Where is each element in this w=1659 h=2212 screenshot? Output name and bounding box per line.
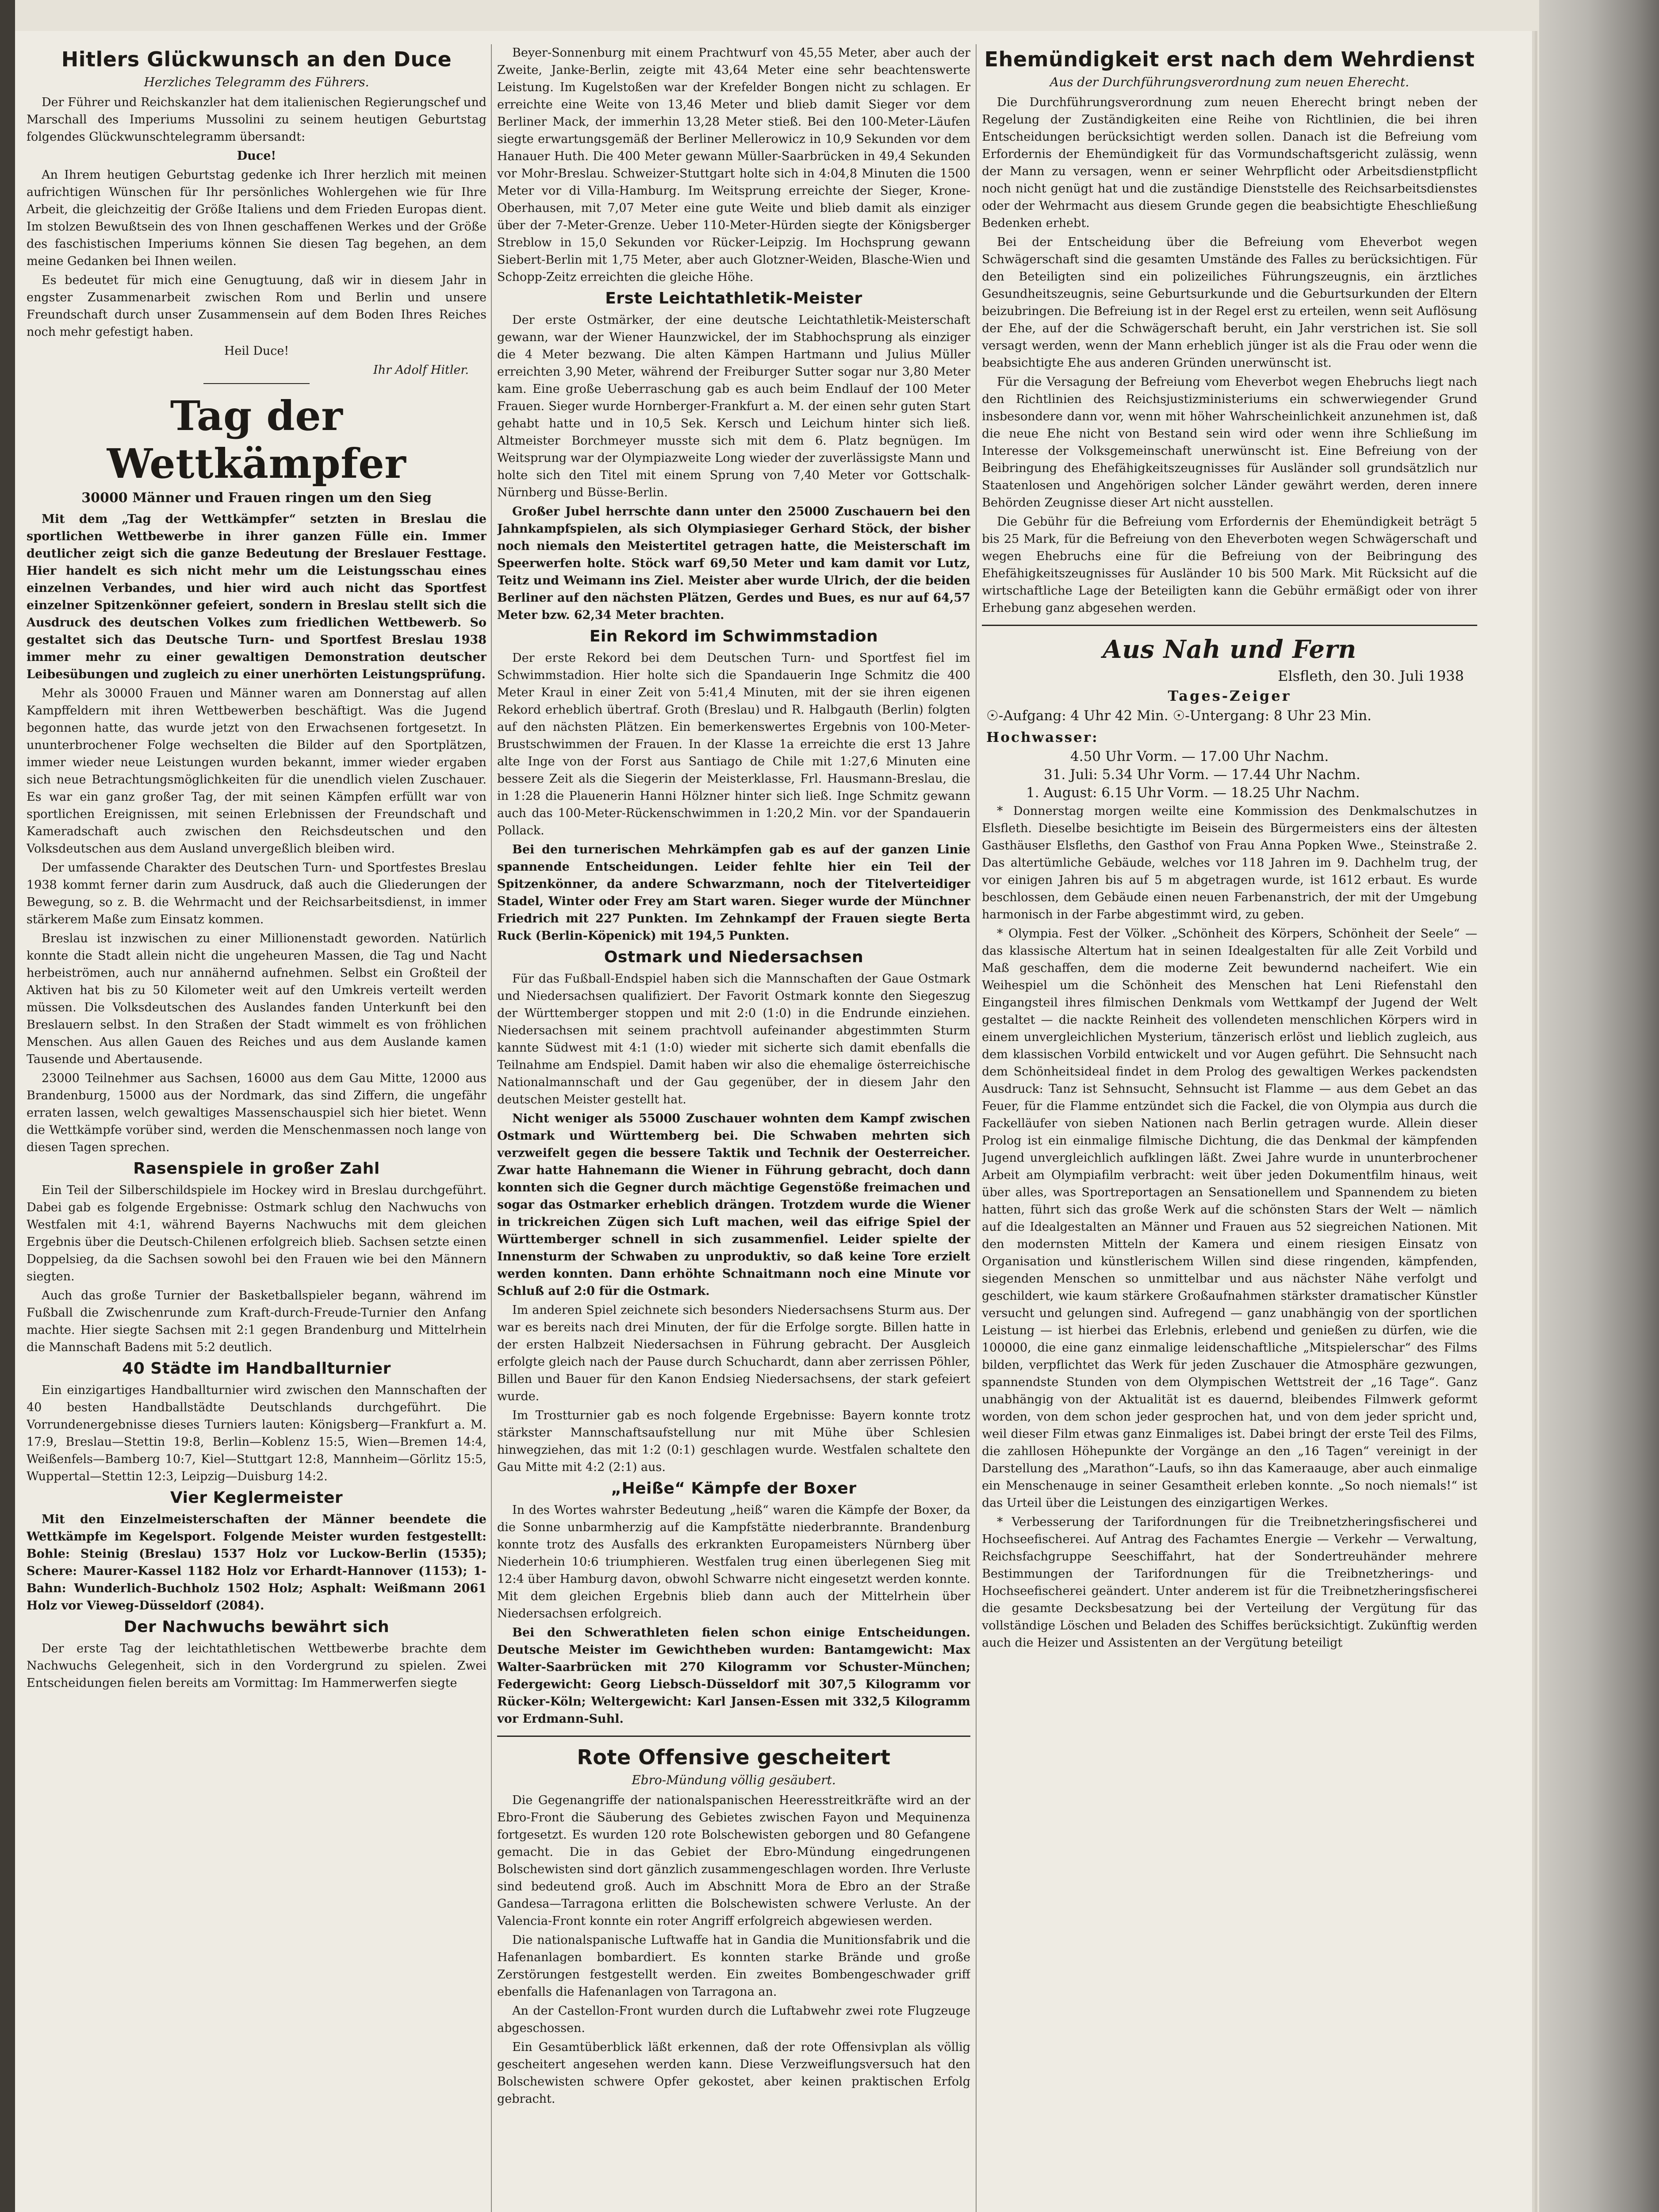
paragraph: Die Gegenangriffe der nationalspanischen Heeresstreitkräfte wird an der Ebro-Front die Säuberung des Gebietes zwischen Fayon und Mequinenza fortgesetzt. Es wurden 120 rote Bolschewisten geborgen und 80 Gefangene gemacht. Die in das Gebiet der Ebro-Mündung eingedrungenen Bolschewisten sind dort gänzlich zusammengeschlagen worden. Ihre Verluste sind bedeutend groß. Auch im Abschnitt Mora de Ebro an der Straße Gandesa—Tarragona erlitten die Bolschewisten schwere Verluste. An der Valencia-Front konnte ein roter Angriff erfolgreich abgewiesen werden. bbox=[497, 1793, 970, 1928]
paragraph: Im Trostturnier gab es noch folgende Ergebnisse: Bayern konnte trotz stärkster Mannschaftsaufstellung nur mit Mühe über Schlesien hinwegziehen, das mit 1:2 (0:1) geschlagen wurde. Westfalen schaltete den Gau Mitte mit 4:2 (2:1) aus. bbox=[497, 1409, 970, 1474]
paragraph: Bei den turnerischen Mehrkämpfen gab es auf der ganzen Linie spannende Entscheidungen. Leider fehlte hier ein Teil der Spitzenkönner, da andere Schwarzmann, noch der Titelverteidiger Stadel, Winter oder Frey am Start waren. Sieger wurde der Münchner Friedrich mit 227 Punkten. Im Zehnkampf der Frauen siegte Berta Ruck (Berlin-Köpenick) mit 194,5 Punkten. bbox=[497, 843, 970, 943]
hochwasser-title: Hochwasser: bbox=[986, 730, 1099, 745]
section-heading-aus-nah-und-fern: Aus Nah und Fern bbox=[1103, 635, 1356, 664]
paragraph: Beyer-Sonnenburg mit einem Prachtwurf von 45,55 Meter, aber auch der Zweite, Janke-Berlin, zeigte mit 43,64 Meter eine sehr beachtenswerte Leistung. Im Kugelstoßen war der Krefelder Bongen nicht zu schlagen. Er erreichte eine Weite von 13,46 Meter und blieb damit Sieger vor dem Berliner Mack, der immerhin 13,28 Meter stieß. Bei den 100-Meter-Läufen siegte erwartungsgemäß der Berliner Mellerowicz in 10,9 Sekunden vor dem Hanauer Huth. Die 400 Meter gewann Müller-Saarbrücken in 49,4 Sekunden vor Mohr-Breslau. Schweizer-Stuttgart holte sich in 4:04,8 Minuten die 1500 Meter vor di Villa-Hamburg. Im Weitsprung erreichte der Sieger, Krone-Oberhausen, mit 7,07 Meter eine gute Weite und blieb damit als einziger über der 7-Meter-Grenze. Ueber 110-Meter-Hürden siegte der Königsberger Streblow in 15,0 Sekunden vor Rücker-Leipzig. Im Hochsprung gewann Siebert-Berlin mit 1,75 Meter, aber auch Glotzner-Weiden, Blasche-Wien und Schopp-Zeitz erreichten die gleiche Höhe. bbox=[497, 46, 970, 284]
column-middle bbox=[497, 44, 970, 2109]
subheadline: Aus der Durchführungsverordnung zum neuen Eherecht. bbox=[1050, 75, 1410, 89]
headline-ostmark-niedersachsen: Ostmark und Niedersachsen bbox=[604, 948, 864, 966]
paragraph: * Donnerstag morgen weilte eine Kommission des Denkmalschutzes in Elsfleth. Dieselbe besichtigte im Beisein des Bürgermeisters eins der ältesten Gasthäuser Elsfleths, den Gasthof von Frau Anna Popken Wwe., Steinstraße 2. Das altertümliche Gebäude, welches vor 118 Jahren im 9. Dachhelm trug, der vor einigen Jahren bis auf 5 m abgetragen wurde, ist 1612 erbaut. Es wurde beschlossen, dem Gebäude einen neuen Farbenanstrich, der mit der Umgebung harmonisch in der Farbe abgestimmt wird, zu geben. bbox=[982, 804, 1477, 922]
divider bbox=[203, 383, 310, 384]
paragraph: An Ihrem heutigen Geburtstag gedenke ich Ihrer herzlich mit meinen aufrichtigen Wünschen für Ihr persönliches Wohlergehen wie für Ihre Arbeit, die gleichzeitig der Größe Italiens und dem Frieden Europas dient. Im stolzen Bewußtsein des von Ihnen geschaffenen Werkes und der Größe des faschistischen Imperiums können Sie diesen Tag begehen, an dem meine Gedanken bei Ihnen weilen. bbox=[27, 168, 487, 268]
paragraph: Breslau ist inzwischen zu einer Millionenstadt geworden. Natürlich konnte die Stadt allein nicht die ungeheuren Massen, die Tag und Nacht herbeiströmen, auch nur annähernd aufnehmen. Selbst ein Großteil der Aktiven hat bis zu 50 Kilometer weit auf den Umkreis verteilt werden müssen. Die Volksdeutschen des Auslandes fanden Unterkunft bei den Breslauern selbst. In den Straßen der Stadt wimmelt es von fröhlichen Menschen. Aus allen Gauen des Reiches und aus dem Auslande kamen Tausende und Abertausende. bbox=[27, 932, 487, 1066]
signature-line: Ihr Adolf Hitler. bbox=[373, 363, 469, 377]
subheadline: Ebro-Mündung völlig gesäubert. bbox=[632, 1773, 836, 1787]
paragraph: Nicht weniger als 55000 Zuschauer wohnten dem Kampf zwischen Ostmark und Württemberg bei. Die Schwaben mehrten sich verzweifelt gegen die bessere Taktik und Technik der Oesterreicher. Zwar hatte Hahnemann die Wiener in Führung gebracht, doch dann konnten sich die Gegner durch mächtige Gegenstöße freimachen und sogar das Ostmarker erheblich drängen. Trotzdem wurde die Wiener in trickreichen Zügen sich Luft machen, weil das eifrige Spiel der Württemberger schnell in sich zusammenfiel. Leider spielte der Innensturm der Schwaben zu unproduktiv, so daß keine Tore erzielt werden konnten. Dann erhöhte Schnaitmann noch eine Minute vor Schluß auf 2:0 für die Ostmark. bbox=[497, 1112, 970, 1298]
headline-heisse-kaempfe-boxer: „Heiße“ Kämpfe der Boxer bbox=[611, 1479, 857, 1498]
paragraph: Der erste Tag der leichtathletischen Wettbewerbe brachte dem Nachwuchs Gelegenheit, sich in den Vordergrund zu spielen. Zwei Entscheidungen fielen bereits am Vormittag: Im Hammerwerfen siegte bbox=[27, 1642, 487, 1690]
closing: Heil Duce! bbox=[224, 344, 289, 358]
lead-paragraph: Mit dem „Tag der Wettkämpfer“ setzten in Breslau die sportlichen Wettbewerbe in ihrer ganzen Fülle ein. Immer deutlicher zeigt sich die ganze Bedeutung der Breslauer Festtage. Hier handelt es sich nicht mehr um die Leistungsschau eines einzelnen Verbandes, und hier wird auch nicht das Sportfest einzelner Spitzenkönner gefeiert, sondern in Breslau stellt sich die Ausdruck des deutschen Volkes zum friedlichen Wettbewerb. So gestaltet sich das Deutsche Turn- und Sportfest Breslau 1938 immer mehr zu einer gewaltigen Demonstration deutscher Leibesübungen und zugleich zu einer unerhörten Leistungsprüfung. bbox=[27, 512, 487, 681]
paragraph: * Verbesserung der Tarifordnungen für die Treibnetzheringsfischerei und Hochseefischerei. Auf Antrag des Fachamtes Energie — Verkehr — Verwaltung, Reichsfachgruppe Seeschiffahrt, hat der Sondertreuhänder mehrere Bestimmungen der Tarifordnungen für die Treibnetzherings- und Hochseefischerei geändert. Unter anderem ist für die Treibnetzheringsfischerei die gesamte Decksbesatzung bei der Verteilung der Vergütung für das vollständige Löschen und Beladen des Schiffes berücksichtigt. Zukünftig werden auch die Heizer und Assistenten an der Vergütung beteiligt bbox=[982, 1515, 1477, 1650]
column-divider bbox=[491, 44, 492, 2212]
newspaper-page bbox=[15, 31, 1532, 2212]
column-right bbox=[982, 44, 1477, 1653]
paragraph: Mehr als 30000 Frauen und Männer waren am Donnerstag auf allen Kampffeldern mit ihren Wettbewerben beschäftigt. Was die Jugend begonnen hatte, das wurde jetzt von den Erwachsenen fortgesetzt. In ununterbrochener Folge wechselten die Bilder auf den Sportplätzen, immer wieder neue Leistungen wurden bekannt, immer wieder ergaben sich neue Betrachtungsmöglichkeiten für die unendlich vielen Zuschauer. Es war ein ganz großer Tag, der mit seinen Kämpfen erfüllt war von sportlichen Ereignissen, mit seinen Erlebnissen der Freundschaft und Kameradschaft auch zwischen den Reichsdeutschen und den Volksdeutschen aus dem Ausland unvergeßlich bleiben wird. bbox=[27, 687, 487, 856]
headline-vier-keglermeister: Vier Keglermeister bbox=[170, 1489, 343, 1507]
headline-rasenspiele: Rasenspiele in großer Zahl bbox=[133, 1160, 380, 1178]
salutation: Duce! bbox=[237, 149, 276, 163]
paragraph: Für die Versagung der Befreiung vom Eheverbot wegen Ehebruchs liegt nach den Richtlinien des Reichsjustizministeriums ein schwerwiegender Grund insbesondere dann vor, wenn mit höher Wahrscheinlichkeit anzunehmen ist, daß die neue Ehe nicht von Bestand sein wird oder wenn ihre Schließung im Interesse der Volksgemeinschaft unerwünscht ist. Eine Befreiung von der Beibringung des Ehefähigkeitszeugnisses für Ausländer soll grundsätzlich nur Staatenlosen und Angehörigen solcher Länder gewährt werden, deren innere Behörden Zeugnisse dieser Art nicht ausstellen. bbox=[982, 375, 1477, 510]
headline-rote-offensive: Rote Offensive gescheitert bbox=[577, 1745, 891, 1769]
paragraph: Die nationalspanische Luftwaffe hat in Gandia die Munitionsfabrik und die Hafenanlagen bombardiert. Es konnten starke Brände und große Zerstörungen festgestellt werden. Ein zweites Bombengeschwader griff ebenfalls die Hafenanlagen von Tarragona an. bbox=[497, 1933, 970, 1999]
dateline: Elsfleth, den 30. Juli 1938 bbox=[1278, 668, 1464, 684]
sun-times: ☉-Aufgang: 4 Uhr 42 Min. ☉-Untergang: 8 Uhr 23 Min. bbox=[986, 708, 1372, 724]
paragraph: Ein Gesamtüberblick läßt erkennen, daß der rote Offensivplan als völlig gescheitert angesehen werden kann. Diese Verzweiflungsversuch hat den Bolschewisten schwere Opfer gekostet, aber keinen praktischen Erfolg gebracht. bbox=[497, 2040, 970, 2106]
paragraph: 23000 Teilnehmer aus Sachsen, 16000 aus dem Gau Mitte, 12000 aus Brandenburg, 15000 aus der Nordmark, das sind Ziffern, die ungefähr erraten lassen, welch gewaltiges Massenschauspiel sich hier bietet. Wenn die Wettkämpfe vorüber sind, werden die Menschenmassen noch lange von diesen Tagen sprechen. bbox=[27, 1071, 487, 1154]
headline-nachwuchs: Der Nachwuchs bewährt sich bbox=[123, 1618, 390, 1636]
paragraph: Auch das große Turnier der Basketballspieler begann, während im Fußball die Zwischenrunde zum Kraft-durch-Freude-Turnier den Anfang machte. Hier siegte Sachsen mit 2:1 gegen Brandenburg und Mittelrhein die Mannschaft Badens mit 5:2 deutlich. bbox=[27, 1289, 487, 1354]
tide-time: 4.50 Uhr Vorm. — 17.00 Uhr Nachm. bbox=[1070, 749, 1329, 764]
book-binding-edge bbox=[1539, 0, 1659, 2212]
paragraph: Der erste Ostmärker, der eine deutsche Leichtathletik-Meisterschaft gewann, war der Wiener Haunzwickel, der im Stabhochsprung als einziger die 4 Meter bezwang. Die alten Kämpen Hartmann und Julius Müller erreichten 3,90 Meter, während der Freiburger Sutter sogar nur 3,80 Meter kam. Eine große Ueberraschung gab es auch beim Endlauf der 100 Meter Frauen. Sieger wurde Hornberger-Frankfurt a. M. der einen sehr guten Start gehabt hatte und in 10,5 Sek. Kersch und Leichum hinter sich ließ. Altmeister Borchmeyer musste sich mit dem 6. Platz begnügen. Im Weitsprung war der Olympiazweite Long wieder der zuverlässigste Mann und holte sich den Titel mit einem Sprung von 7,40 Meter vor Gottschalk-Nürnberg und Büsse-Berlin. bbox=[497, 313, 970, 499]
paragraph: An der Castellon-Front wurden durch die Luftabwehr zwei rote Flugzeuge abgeschossen. bbox=[497, 2004, 970, 2035]
paragraph: Ein einzigartiges Handballturnier wird zwischen den Mannschaften der 40 besten Handballstädte Deutschlands durchgeführt. Die Vorrundenergebnisse dieses Turniers lauten: Königsberg—Frankfurt a. M. 17:9, Breslau—Stettin 19:8, Berlin—Koblenz 15:5, Wien—Bremen 14:4, Weißenfels—Bamberg 10:7, Kiel—Stuttgart 12:8, Mannheim—Görlitz 15:5, Wuppertal—Stettin 12:3, Leipzig—Duisburg 14:2. bbox=[27, 1383, 487, 1483]
paragraph: * Olympia. Fest der Völker. „Schönheit des Körpers, Schönheit der Seele“ — das klassische Altertum hat in seinen Idealgestalten für alle Zeit Vorbild und Maß geschaffen, dem die moderne Zeit bewundernd nacheifert. Wie ein Weihespiel um die Schönheit des Menschen hat Leni Riefenstahl den Eingangsteil ihres filmischen Denkmals vom Wettkampf der Jugend der Welt gestaltet — die nackte Reinheit des vollendeten menschlichen Körpers wird in einem unvergleichlichen Mysterium, tänzerisch erlöst und lieblich zugleich, aus dem klassischen Vorbild entwickelt und vor Augen geführt. Die Sehnsucht nach dem Schönheitsideal findet in dem Prolog des gewaltigen Werkes packendsten Ausdruck: Tanz ist Sehnsucht, Sehnsucht ist Flamme — aus dem Gebet an das Feuer, für die Flamme entzündet sich die Fackel, die von Olympia aus durch die Fackelläufer von sieben Nationen nach Berlin getragen wurde. Allein dieser Prolog ist ein einmalige filmische Dichtung, die das Denkmal der kämpfenden Jugend unvergleichlich aufklingen läßt. Zwei Jahre wurde in ununterbrochener Arbeit am Olympiafilm verbracht: weit über jeden Dokumentfilm hinaus, weit über alles, was Sportreportagen an Sensationellem und Spannendem zu bieten hatten, führt sich das große Werk auf die schönsten Stars der Welt — nämlich auf die Idealgestalten an Männer und Frauen aus 52 siegreichen Nationen. Mit den modernsten Mitteln der Kamera und einem riesigen Einsatz von Organisation und künstlerischem Willen sind diese ringenden, kämpfenden, siegenden Menschen so unmittelbar und aus nächster Nähe verfolgt und geschildert, wie kaum stärkere Großaufnahmen stärkster dramatischer Künstler versucht und gelungen sind. Aufregend — ganz unabhängig von der sportlichen Leistung — ist hierbei das Erlebnis, erlebend und genießen zu dürfen, wie die 100000, die eine ganz einmalige leidenschaftliche „Mitspielerschar“ des Films bilden, verpflichtet das Werk für jeden Zuschauer die Atmosphäre gezwungen, spannendste Stunden von dem Olympischen Wettstreit der „16 Tage“. Ganz unabhängig von der Aktualität ist es dauernd, bleibendes Filmwerk geformt worden, von dem schon jeder gesprochen hat, und von dem jeder spricht und, weil dieser Film etwas ganz Einmaliges ist. Dabei bringt der erste Teil des Films, die zahllosen Höhepunkte der Vorgänge an den „16 Tagen“ vereinigt in der Darstellung des „Marathon“-Laufs, so ihn das Kameraauge, aber auch einmalige ein Menschenauge in seiner Gesamtheit erleben konnte. „So noch niemals!“ ist das Urteil über die Leistungen des einzigartigen Werkes. bbox=[982, 927, 1477, 1510]
headline-rekord-schwimmstadion: Ein Rekord im Schwimmstadion bbox=[589, 627, 878, 645]
paragraph: Großer Jubel herrschte dann unter den 25000 Zuschauern bei den Jahnkampfspielen, als sich Olympiasieger Gerhard Stöck, der bisher noch niemals den Meistertitel getragen hatte, die Meisterschaft im Speerwerfen holte. Stöck warf 69,50 Meter und kam damit vor Lutz, Teitz und Weimann ins Ziel. Meister aber wurde Ulrich, der die beiden Berliner auf den nächsten Plätzen, Gerdes und Bues, es nur auf 64,57 Meter bzw. 62,34 Meter brachten. bbox=[497, 505, 970, 622]
paragraph: Der umfassende Charakter des Deutschen Turn- und Sportfestes Breslau 1938 kommt ferner darin zum Ausdruck, daß auch die Gliederungen der Bewegung, so z. B. die Wehrmacht und der Reichsarbeitsdienst, in immer stärkerem Maße zum Einsatz kommen. bbox=[27, 861, 487, 926]
paragraph: Für das Fußball-Endspiel haben sich die Mannschaften der Gaue Ostmark und Niedersachsen qualifiziert. Der Favorit Ostmark konnte den Siegeszug der Württemberger stoppen und mit 2:0 (1:0) in die Endrunde einziehen. Niedersachsen mit seinem prachtvoll aufeinander abgestimmten Sturm kannte Südwest mit 4:1 (1:0) wieder mit sicherte sich damit ebenfalls die Teilnahme am Endspiel. Damit haben wir also die ehemalige österreichische Nationalmannschaft und der Gau gegenüber, der in diesem Jahr den deutschen Meister gestellt hat. bbox=[497, 972, 970, 1106]
paragraph: Ein Teil der Silberschildspiele im Hockey wird in Breslau durchgeführt. Dabei gab es folgende Ergebnisse: Ostmark schlug den Nachwuchs von Westfalen mit 4:1, während Bayerns Nachwuchs mit dem gleichen Ergebnis über die Deutsch-Chilenen erfolgreich blieb. Sachsen setzte einen Doppelsieg, da die Sachsen sowohl bei den Frauen wie bei den Männern siegten. bbox=[27, 1183, 487, 1283]
column-left bbox=[27, 44, 487, 1694]
divider bbox=[497, 1736, 970, 1737]
paragraph: Der erste Rekord bei dem Deutschen Turn- und Sportfest fiel im Schwimmstadion. Hier holte sich die Spandauerin Inge Schmitz die 400 Meter Kraul in einer Zeit von 5:41,4 Minuten, mit der sie ihren eigenen Rekord erheblich übertraf. Groth (Breslau) und R. Halbgauth (Berlin) folgten auf den nächsten Plätzen. Ein bemerkenswertes Ergebnis von 100-Meter-Brustschwimmen der Frauen. In der Klasse 1a erreichte die erst 13 Jahre alte Inge von der Forst aus Santiago de Chile mit 1:27,6 Minuten eine bessere Zeit als die Siegerin der Meisterklasse, Frl. Hausmann-Breslau, die in 1:28 die Plauenerin Hanni Hölzner hinter sich ließ. Inge Schmitz gewann auch das 100-Meter-Rückenschwimmen in 1:20,2 Min. vor der Spandauerin Pollack. bbox=[497, 651, 970, 837]
previous-page-edge bbox=[0, 0, 15, 2212]
tages-zeiger-title: Tages-Zeiger bbox=[1168, 687, 1291, 704]
paragraph: Im anderen Spiel zeichnete sich besonders Niedersachsens Sturm aus. Der war es bereits nach drei Minuten, der für die Erfolge sorgte. Billen hatte in der ersten Halbzeit Niedersachsen in Führung gebracht. Der Ausgleich erfolgte gleich nach der Pause durch Schuchardt, dann aber zerrissen Pöhler, Billen und Bauer für den Kanon Endsieg Niedersachsens, der stark gefeiert wurde. bbox=[497, 1303, 970, 1403]
paragraph: Mit den Einzelmeisterschaften der Männer beendete die Wettkämpfe im Kegelsport. Folgende Meister wurden festgestellt: Bohle: Steinig (Breslau) 1537 Holz vor Luckow-Berlin (1535); Schere: Maurer-Kassel 1182 Holz vor Erhardt-Hannover (1153); 1-Bahn: Wunderlich-Buchholz 1502 Holz; Asphalt: Weißmann 2061 Holz vor Vieweg-Düsseldorf (2084). bbox=[27, 1513, 487, 1613]
headline-40-staedte: 40 Städte im Handballturnier bbox=[122, 1359, 391, 1378]
headline-tag-der-wettkaempfer: Tag der Wettkämpfer bbox=[107, 392, 406, 488]
paragraph: Es bedeutet für mich eine Genugtuung, daß wir in diesem Jahr in engster Zusammenarbeit zwischen Rom und Berlin und unsere Freundschaft durch unser Zusammensein auf dem Boden Ihres Reiches noch mehr gefestigt haben. bbox=[27, 273, 487, 339]
paragraph: In des Wortes wahrster Bedeutung „heiß“ waren die Kämpfe der Boxer, da die Sonne unbarmherzig auf die Kampfstätte niederbrannte. Brandenburg konnte trotz des Ausfalls des erkrankten Europameisters Nürnberg über Niederhein 10:6 triumphieren. Westfalen trug einen überlegenen Sieg mit 12:4 über Hamburg davon, obwohl Schwarre nicht eingesetzt werden konnte. Mit dem gleichen Ergebnis blieb dann auch der Mittelrhein über Niedersachsen erfolgreich. bbox=[497, 1503, 970, 1621]
headline-hitler-glueckwunsch: Hitlers Glückwunsch an den Duce bbox=[61, 47, 452, 71]
tide-time: 1. August: 6.15 Uhr Vorm. — 18.25 Uhr Nachm. bbox=[1026, 785, 1360, 801]
subheadline: 30000 Männer und Frauen ringen um den Sieg bbox=[81, 490, 432, 506]
paragraph: Bei der Entscheidung über die Befreiung vom Eheverbot wegen Schwägerschaft sind die gesamten Umstände des Falles zu berücksichtigen. Für den Beteiligten sind ein polizeiliches Führungszeugnis, ein ärztliches Gesundheitszeugnis, seine Geburtsurkunde und die Geburtsurkunden der Eltern beizubringen. Die Befreiung ist in der Regel erst zu erteilen, wenn seit Auflösung der Ehe, auf der die Schwägerschaft beruht, ein Jahr verstrichen ist. Sie soll versagt werden, wenn der Mann erheblich jünger ist als die Frau oder wenn die beabsichtigte Ehe aus anderen Gründen unerwünscht ist. bbox=[982, 235, 1477, 370]
headline-ehemuendigkeit: Ehemündigkeit erst nach dem Wehrdienst bbox=[984, 47, 1475, 71]
tide-time: 31. Juli: 5.34 Uhr Vorm. — 17.44 Uhr Nachm. bbox=[1044, 767, 1360, 783]
divider bbox=[982, 625, 1477, 626]
paragraph: Die Durchführungsverordnung zum neuen Eherecht bringt neben der Regelung der Zuständigkeiten eine Reihe von Richtlinien, die bei ihren Entscheidungen berücksichtigt werden sollen. Danach ist die Befreiung vom Erfordernis der Ehemündigkeit für das Vormundschaftsgericht zulässig, wenn der Mann zu versagen, wenn er seiner Wehrpflicht oder Arbeitsdienstpflicht noch nicht genügt hat und die zuständige Dienststelle des Reichsarbeitsdienstes oder der Wehrmacht aus diesem Grunde gegen die beabsichtigte Eheschließung Bedenken erhebt. bbox=[982, 96, 1477, 230]
paragraph: Die Gebühr für die Befreiung vom Erfordernis der Ehemündigkeit beträgt 5 bis 25 Mark, für die Befreiung von den Eheverboten wegen Schwägerschaft und wegen Ehebruchs eine für die Befreiung von der Beibringung des Ehefähigkeitszeugnisses für Ausländer 10 bis 500 Mark. Mit Rücksicht auf die wirtschaftliche Lage der Beteiligten kann die Gebühr ermäßigt oder von ihrer Erhebung ganz abgesehen werden. bbox=[982, 515, 1477, 615]
column-divider bbox=[976, 44, 977, 2212]
paragraph: Bei den Schwerathleten fielen schon einige Entscheidungen. Deutsche Meister im Gewichtheben wurden: Bantamgewicht: Max Walter-Saarbrücken mit 270 Kilogramm vor Schuster-München; Federgewicht: Georg Liebsch-Düsseldorf mit 307,5 Kilogramm vor Rücker-Köln; Weltergewicht: Karl Jansen-Essen mit 332,5 Kilogramm vor Erdmann-Suhl. bbox=[497, 1626, 970, 1726]
paragraph: Der Führer und Reichskanzler hat dem italienischen Regierungschef und Marschall des Imperiums Mussolini zu seinem heutigen Geburtstag folgendes Glückwunschtelegramm übersandt: bbox=[27, 96, 487, 144]
headline-erste-leichtathletik-meister: Erste Leichtathletik-Meister bbox=[605, 289, 862, 307]
subheadline: Herzliches Telegramm des Führers. bbox=[144, 75, 369, 89]
